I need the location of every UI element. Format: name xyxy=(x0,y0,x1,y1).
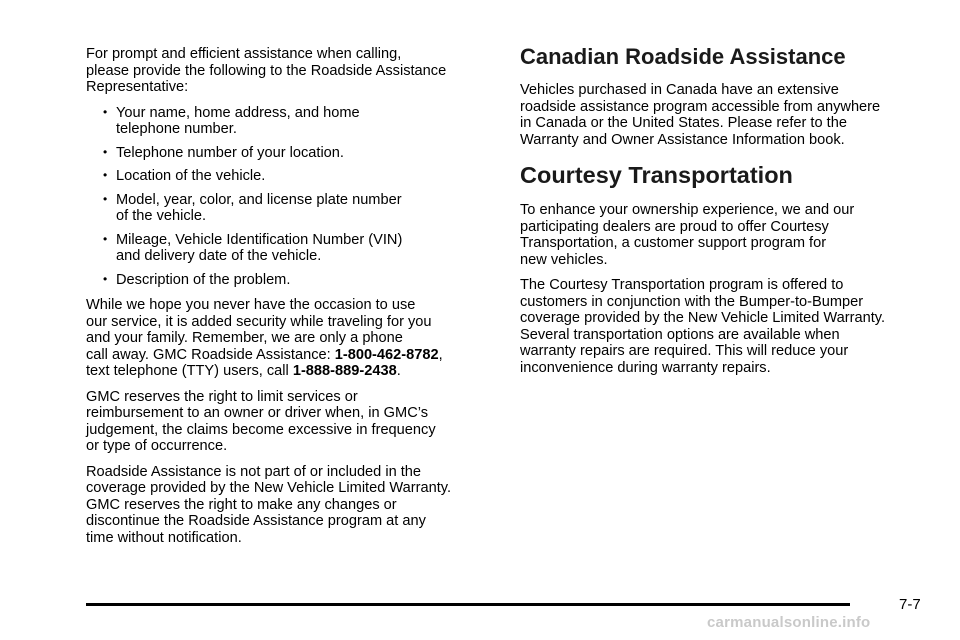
text-fragment: text telephone (TTY) users, call xyxy=(86,363,293,379)
text-line: new vehicles. xyxy=(520,251,608,268)
text-line: participating dealers are proud to offer Courtesy xyxy=(520,218,829,235)
text-line: Telephone number of your location. xyxy=(116,144,344,161)
text-fragment: . xyxy=(396,363,401,379)
canadian-paragraph xyxy=(520,82,940,148)
list-item xyxy=(86,168,496,185)
text-line: Vehicles purchased in Canada have an extensive xyxy=(520,82,839,98)
text-line: The Courtesy Transportation program is offered to xyxy=(520,277,844,293)
list-item xyxy=(86,105,496,138)
text-fragment: , xyxy=(438,346,443,363)
page-number: 7-7 xyxy=(899,596,921,613)
text-fragment: call away. GMC Roadside Assistance: xyxy=(86,346,335,363)
text-line: of the vehicle. xyxy=(116,208,207,224)
canadian-heading: Canadian Roadside Assistance xyxy=(520,44,846,69)
text-line: inconvenience during warranty repairs. xyxy=(520,359,771,376)
roadside-phone-number: 1-800-462-8782 xyxy=(334,346,439,363)
service-paragraph xyxy=(86,297,496,380)
limit-paragraph xyxy=(86,389,496,455)
tty-phone-number: 1-888-889-2438 xyxy=(292,363,397,379)
bullet-icon: • xyxy=(103,168,108,182)
bullet-icon: • xyxy=(103,231,108,246)
text-line xyxy=(86,363,496,380)
list-item xyxy=(86,232,496,265)
text-line: For prompt and efficient assistance when calling, xyxy=(86,46,402,62)
text-line: and your family. Remember, we are only a phone xyxy=(86,330,403,346)
left-column xyxy=(86,46,496,555)
text-line: roadside assistance program accessible from anywhere xyxy=(520,98,881,115)
text-line: our service, it is added security while traveling for you xyxy=(86,313,432,330)
bullet-icon: • xyxy=(103,104,108,119)
text-line: customers in conjunction with the Bumper-to-Bumper xyxy=(520,293,864,310)
text-line: judgement, the claims become excessive in frequency xyxy=(86,421,436,438)
text-line: Several transportation options are available when xyxy=(520,326,840,343)
text-line: or type of occurrence. xyxy=(86,438,228,454)
footer-rule xyxy=(86,603,850,606)
text-line: discontinue the Roadside Assistance program at any xyxy=(86,513,426,529)
text-line: telephone number. xyxy=(116,121,237,137)
text-line: GMC reserves the right to limit services or xyxy=(86,388,358,405)
text-line: time without notification. xyxy=(86,529,242,546)
bullet-icon: • xyxy=(103,271,108,286)
text-line: Mileage, Vehicle Identification Number (VIN) xyxy=(116,231,403,248)
text-line: warranty repairs are required. This will reduce your xyxy=(520,343,849,359)
list-item xyxy=(86,192,496,225)
text-line: and delivery date of the vehicle. xyxy=(116,248,322,264)
list-item xyxy=(86,145,496,162)
intro-paragraph xyxy=(86,46,496,96)
text-line: Representative: xyxy=(86,79,189,95)
right-column xyxy=(520,44,940,385)
text-line: coverage provided by the New Vehicle Limited Warranty. xyxy=(520,310,886,326)
text-line: in Canada or the United States. Please refer to the xyxy=(520,115,847,131)
text-line: GMC reserves the right to make any changes or xyxy=(86,496,397,513)
watermark: carmanualsonline.info xyxy=(707,614,871,631)
text-line: please provide the following to the Roadside Assistance xyxy=(86,62,447,79)
text-line: Model, year, color, and license plate number xyxy=(116,191,402,208)
courtesy-heading: Courtesy Transportation xyxy=(520,162,793,188)
text-line: Warranty and Owner Assistance Information book. xyxy=(520,131,845,148)
text-line xyxy=(86,347,496,364)
courtesy-program-paragraph xyxy=(520,277,940,376)
text-line: To enhance your ownership experience, we and our xyxy=(520,202,855,218)
text-line: Your name, home address, and home xyxy=(116,104,360,121)
text-line: While we hope you never have the occasion to use xyxy=(86,297,416,313)
text-line: Roadside Assistance is not part of or included in the xyxy=(86,463,422,480)
text-line: Description of the problem. xyxy=(116,271,291,288)
text-line: Location of the vehicle. xyxy=(116,168,266,184)
text-line: coverage provided by the New Vehicle Limited Warranty. xyxy=(86,480,452,496)
list-item xyxy=(86,272,496,289)
courtesy-intro-paragraph xyxy=(520,202,940,268)
text-line: Transportation, a customer support program for xyxy=(520,235,827,251)
info-checklist xyxy=(86,105,496,289)
bullet-icon: • xyxy=(103,191,108,206)
bullet-icon: • xyxy=(103,144,108,159)
text-line: reimbursement to an owner or driver when, in GMC’s xyxy=(86,405,429,421)
coverage-paragraph xyxy=(86,464,496,547)
